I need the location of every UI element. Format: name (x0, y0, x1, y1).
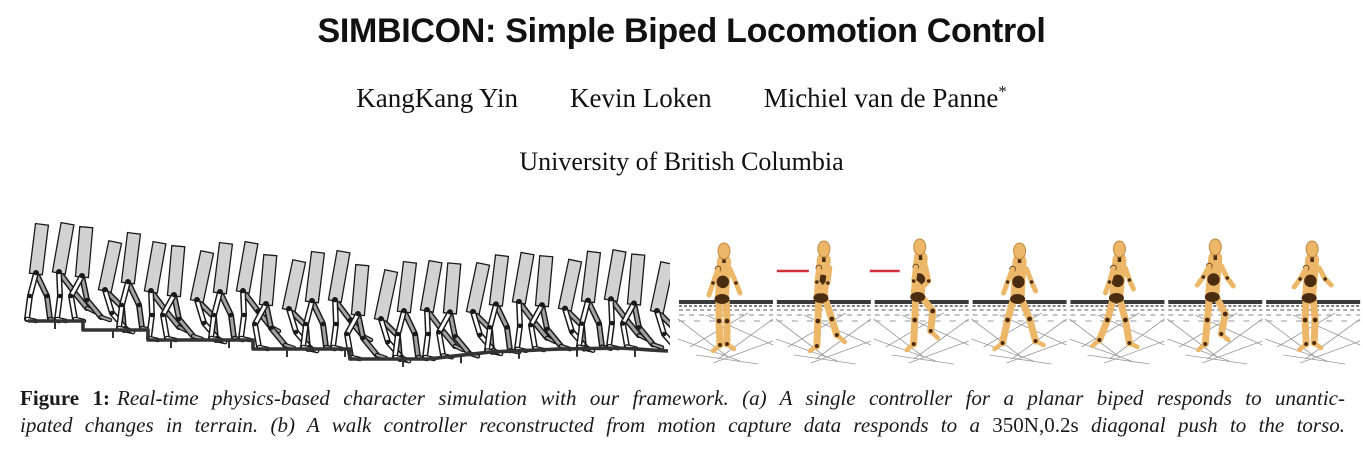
figure-1b-character-push-image (678, 221, 1363, 385)
author-mark: * (998, 82, 1007, 101)
author-name: KangKang Yin (356, 83, 518, 113)
figure-caption-line2: ipated changes in terrain. (b) A walk controller reconstructed from motion capture data responds to a 350N,0.2s diagonal push to the torso. (20, 413, 1346, 437)
author-list (0, 82, 1363, 114)
paper-title: SIMBICON: Simple Biped Locomotion Control (317, 12, 1046, 50)
figure-1 (20, 221, 1363, 385)
push-magnitude-value: 350N,0.2s (992, 413, 1079, 437)
figure-1a-planar-biped-image (20, 221, 670, 385)
figure-caption (20, 385, 1345, 439)
figure-caption-line1: Figure 1: Real-time physics-based character simulation with our framework. (a) A single controller for a planar biped responds to unantic- (20, 386, 1345, 410)
author-name: Kevin Loken (569, 83, 712, 113)
author-name: Michiel van de Panne* (763, 82, 1007, 113)
affiliation: University of British Columbia (519, 147, 844, 176)
figure-caption-label: Figure 1: (20, 386, 110, 410)
